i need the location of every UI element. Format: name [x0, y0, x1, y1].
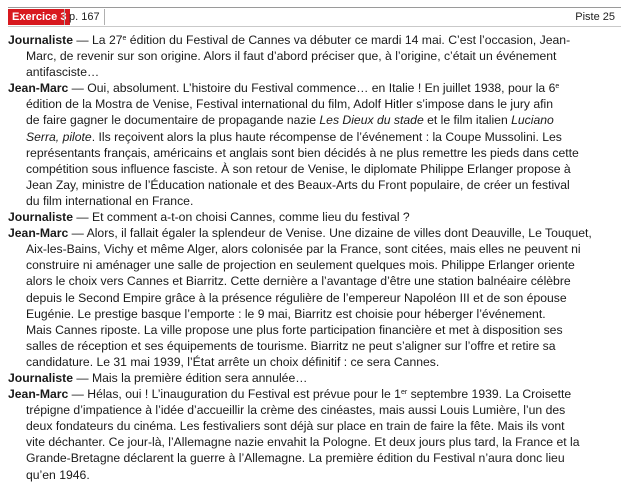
dialogue-line — [8, 112, 621, 128]
dash: — — [73, 33, 92, 47]
dialogue-line: Eugénie. Le prestige basque l’emporte : le 9 mai, Biarritz est choisie pour héberger l’événement. — [26, 306, 546, 321]
superscript: e — [555, 83, 560, 91]
dialogue-line: compétition sous influence fasciste. À son retour de Venise, le diplomate Philippe Erlanger propose à — [26, 161, 571, 176]
superscript: e — [122, 35, 127, 42]
dialogue-line: alors le choix vers Cannes et Biarritz. Cette dernière a l’avantage d’être une station balnéaire célèbre — [26, 274, 571, 289]
dialogue-line: depuis le Second Empire grâce à la présence régulière de l’empereur Napoléon III et de son épouse — [26, 290, 567, 305]
dialogue-line — [8, 386, 621, 402]
dialogue-line: antifasciste… — [26, 65, 100, 80]
dialogue-text: Oui, absolument. L’histoire du Festival commence… en Italie ! En juillet 1938, pour la 6 — [87, 81, 556, 96]
dialogue-line: Grande-Bretagne déclarent la guerre à l’Allemagne. La première édition du Festival n’aura donc lieu — [26, 451, 565, 466]
speaker-name: Jean-Marc — [8, 387, 69, 402]
dialogue-text: édition du Festival de Cannes va débuter ce mardi 14 mai. C’est l’occasion, Jean- — [126, 33, 571, 47]
dialogue-text: Et comment a-t-on choisi Cannes, comme lieu du festival ? — [92, 210, 410, 225]
dialogue-text: Alors, il fallait égaler la splendeur de Venise. Une dizaine de villes dont Deauville, Le Touquet, — [86, 226, 592, 241]
dialogue-line: représentants français, américains et anglais sont bien décidés à ne plus remettre les pieds dans cette — [26, 145, 579, 160]
dialogue-text: . Ils reçoivent alors la plus haute récompense de l’événement : la Coupe Mussolini. Les — [91, 129, 562, 144]
dialogue-line: qu’en 1946. — [26, 467, 90, 482]
dialogue-line: Marc, de revenir sur son origine. Alors il faut d’abord préciser que, à l’origine, c’était un événement — [26, 49, 557, 64]
dialogue-line: trépigne d’impatience à l’idée d’accueillir la crème des cinéastes, mais aussi Louis Lumière, l’un des — [26, 403, 566, 418]
dash: — — [73, 370, 92, 385]
speaker-name: Jean-Marc — [8, 81, 69, 96]
dialogue-line — [8, 370, 621, 386]
audio-track-label: Piste 25 — [575, 11, 615, 23]
dialogue-text: La 27 — [92, 33, 123, 47]
dialogue-line: construire ni aménager une salle de projection en seulement quelques mois. Philippe Erlanger oriente — [26, 258, 575, 273]
page-reference: p. 167 — [64, 9, 105, 25]
dialogue-line — [8, 209, 621, 225]
dialogue-line — [8, 129, 621, 145]
exercise-header — [8, 7, 621, 27]
dialogue-line: deux fondateurs du cinéma. Les festivaliers sont déjà sur place en train de faire la fête. Mais ils vont — [26, 419, 565, 434]
film-title: Les Dieux du stade — [319, 113, 424, 128]
dialogue-line: Mais Cannes riposte. La ville propose une plus forte participation financière et met à disposition ses — [26, 322, 563, 337]
film-title: Luciano — [511, 113, 554, 128]
dash: — — [68, 81, 88, 96]
dialogue-line: candidature. Le 31 mai 1939, l’État arrête un choix définitif : ce sera Cannes. — [26, 354, 440, 369]
speaker-name: Journaliste — [8, 370, 74, 385]
dialogue-text: Hélas, oui ! L’inauguration du Festival est prévue pour le 1 — [87, 387, 401, 402]
speaker-name: Jean-Marc — [8, 226, 69, 241]
dialogue-line — [8, 225, 621, 241]
dialogue-text: septembre 1939. La Croisette — [407, 387, 572, 402]
dialogue-transcript — [8, 32, 621, 483]
dash: — — [68, 387, 88, 402]
dialogue-text: et le film italien — [423, 113, 512, 128]
superscript: er — [400, 389, 408, 397]
dialogue-line: vite déchanter. Ce jour-là, l’Allemagne nazie envahit la Pologne. Et deux jours plus tard, la France et la — [26, 435, 580, 450]
dialogue-text: Mais la première édition sera annulée… — [92, 370, 308, 385]
dialogue-line: édition de la Mostra de Venise, Festival international du film, Adolf Hitler s’impose dans le jury afin — [26, 97, 554, 112]
dialogue-text: de faire gagner le documentaire de propagande nazie — [26, 113, 320, 128]
speaker-name: Journaliste — [8, 210, 74, 225]
dash: — — [68, 226, 87, 241]
dialogue-line — [8, 80, 621, 96]
dialogue-line: du film international en France. — [26, 193, 194, 208]
dialogue-line: Jean Zay, ministre de l’Éducation nationale et des Beaux-Arts du Front populaire, de créer un festival — [26, 177, 570, 192]
dialogue-line — [8, 32, 621, 48]
dialogue-line: salles de réception et ses équipements de tourisme. Biarritz ne peut s’aligner sur l’offre et retire sa — [26, 338, 556, 353]
exercise-label: Exercice 3 — [8, 9, 70, 25]
dash: — — [73, 210, 92, 225]
dialogue-line: Aix-les-Bains, Vichy et même Alger, alors colonisée par la France, sont citées, mais elles ne peuvent ni — [26, 242, 581, 257]
film-title: Serra, pilote — [26, 129, 92, 144]
speaker-name: Journaliste — [8, 33, 74, 47]
